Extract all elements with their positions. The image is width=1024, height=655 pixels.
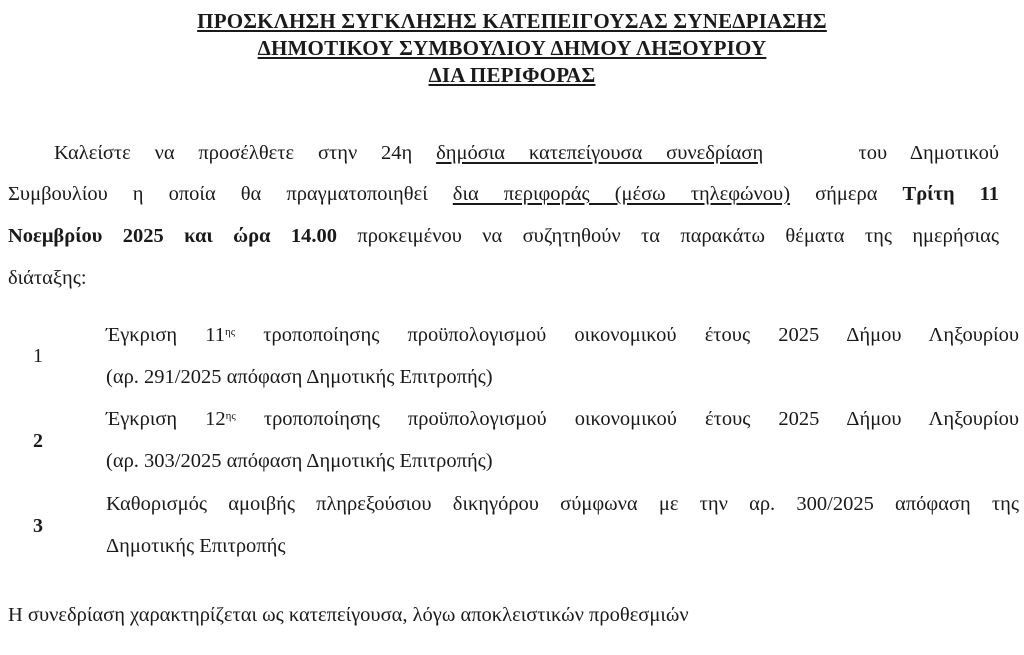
agenda-text: Έγκριση 11: [106, 324, 226, 346]
agenda-item-2-line-2: [106, 447, 493, 475]
agenda-text: Δημοτικής Επιτροπής: [106, 535, 286, 557]
agenda-number: 2: [33, 430, 43, 452]
agenda-text: τροποποίησης προϋπολογισμού οικονομικού έτους 2025 Δήμου Ληξουρίου: [263, 324, 1020, 346]
intro-text: διάταξης:: [8, 267, 87, 289]
agenda-text: Έγκριση 12: [106, 408, 226, 430]
title-line-2: [0, 36, 1024, 60]
meeting-method-underlined: δια περιφοράς (μέσω τηλεφώνου): [452, 183, 791, 205]
title-line-2-text: ΔΗΜΟΤΙΚΟΥ ΣΥΜΒΟΥΛΙΟΥ ΔΗΜΟΥ ΛΗΞΟΥΡΙΟΥ: [257, 36, 767, 60]
title-line-3: [0, 63, 1024, 87]
agenda-item-3-line-1: [106, 490, 1019, 518]
meeting-time-bold: Νοεμβρίου 2025 και ώρα 14.00: [8, 225, 337, 247]
ordinal-superscript: ης: [225, 326, 236, 338]
agenda-number: 3: [33, 515, 43, 537]
intro-text: προκειμένου να συζητηθούν τα παρακάτω θέματα της ημερήσιας: [357, 225, 1000, 247]
intro-text: Συμβουλίου η οποία θα πραγματοποιηθεί: [8, 183, 428, 205]
title-line-1-text: ΠΡΟΣΚΛΗΣΗ ΣΥΓΚΛΗΣΗΣ ΚΑΤΕΠΕΙΓΟΥΣΑΣ ΣΥΝΕΔΡΙΑΣΗΣ: [197, 9, 827, 33]
title-line-3-text: ΔΙΑ ΠΕΡΙΦΟΡΑΣ: [428, 63, 596, 87]
intro-line-4: [8, 264, 87, 292]
footer-note: Η συνεδρίαση χαρακτηρίζεται ως κατεπείγουσα, λόγω αποκλειστικών προθεσμιών: [8, 604, 689, 626]
agenda-text: Καθορισμός αμοιβής πληρεξούσιου δικηγόρου σύμφωνα με την αρ. 300/2025 απόφαση της: [106, 493, 1019, 515]
meeting-type-underlined: δημόσια κατεπείγουσα συνεδρίαση: [436, 142, 764, 164]
agenda-item-1-line-2: [106, 363, 493, 391]
ordinal-superscript: ης: [225, 410, 236, 422]
intro-text: του Δημοτικού: [858, 142, 1000, 164]
intro-line-3: [8, 222, 999, 250]
agenda-item-1-line-1: [106, 321, 1019, 349]
agenda-text: (αρ. 291/2025 απόφαση Δημοτικής Επιτροπής): [106, 366, 493, 388]
agenda-text: (αρ. 303/2025 απόφαση Δημοτικής Επιτροπής): [106, 450, 493, 472]
agenda-item-2-line-1: [106, 405, 1019, 433]
intro-text: Καλείστε να προσέλθετε στην 24η: [54, 142, 413, 164]
agenda-text: τροποποίησης προϋπολογισμού οικονομικού έτους 2025 Δήμου Ληξουρίου: [263, 408, 1019, 430]
intro-text: σήμερα: [815, 183, 878, 205]
agenda-number: 1: [33, 345, 43, 367]
meeting-date-bold: Τρίτη 11: [902, 183, 1000, 205]
intro-line-1: [54, 139, 999, 167]
intro-line-2: [8, 180, 999, 208]
agenda-item-3-line-2: [106, 532, 286, 560]
title-line-1: [0, 9, 1024, 33]
